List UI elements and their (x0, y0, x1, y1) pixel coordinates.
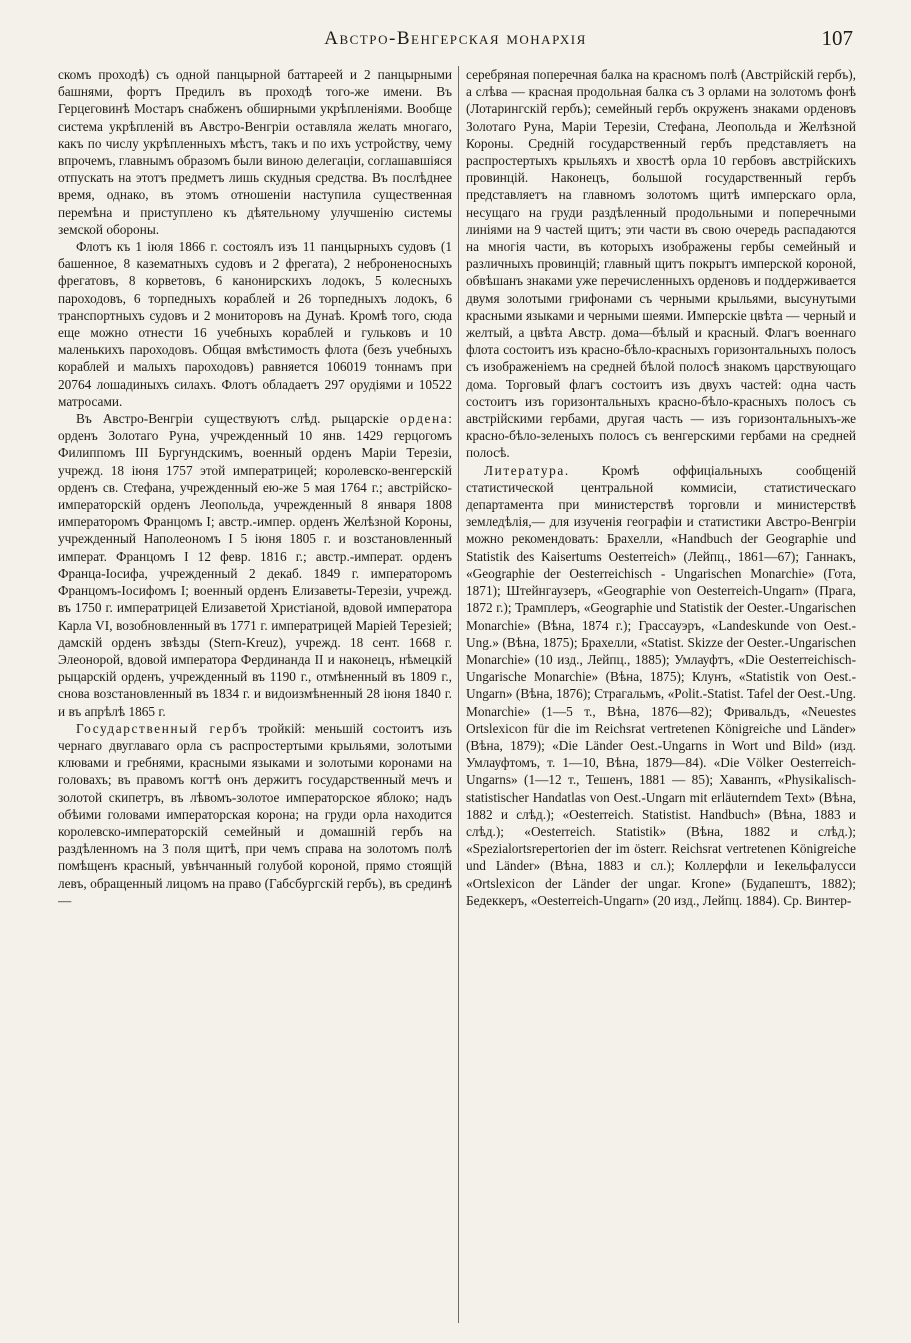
literature-term: Литература (484, 462, 565, 478)
running-title: Австро-Венгерская монархія (324, 28, 587, 49)
coat-of-arms-paragraph (58, 720, 452, 909)
orders-text: : орденъ Золотаго Руна, учрежденный 10 янв. 1429 герцогомъ Филиппомъ III Бургундскимъ, военный орденъ Маріи Терезіи, учрежд. 18 іюня 1757 этой императрицей; королевско-венгерскій орденъ св. Стефана, учрежденный ею-же 5 мая 1764 г.; австрійско-императорскій орденъ Леопольда, учрежденный 8 января 1808 императоромъ Францомъ I; австр.-импер. орденъ Желѣзной Короны, учрежденный Наполеономъ I 5 іюня 1805 г. и возстановленный императ. Францомъ I 12 февр. 1816 г.; австр.-императ. орденъ Франца-Іосифа, учрежденный 2 декаб. 1849 г. императоромъ Францомъ-Іосифомъ I; военный орденъ Елизаветы-Терезіи, учрежд. въ 1750 г. императрицей Елизаветой Христіаной, вдовой императора Карла VI, возобновленный въ 1771 г. императрицей Маріей Терезіей; дамскій орденъ звѣзды (Stern-Kreuz), учрежд. 18 сент. 1668 г. Элеонорой, вдовой императора Фердинанда II и наконецъ, нѣмецкій рыцарскій орденъ, учрежденный въ 1190 г., отмѣненный въ 1809 г., снова возстановленный въ 1834 г. и видоизмѣненный 28 іюня 1840 г. и въ апрѣлѣ 1865 г. (58, 411, 452, 719)
right-column (466, 66, 856, 1323)
page-header (58, 28, 853, 56)
orders-paragraph (58, 410, 452, 720)
orders-lead: Въ Австро-Венгріи существуютъ слѣд. рыцарскіе (76, 411, 389, 427)
literature-text: . Кромѣ оффиціальныхъ сообщеній статистической центральной коммисіи, статистическаго департамента при министерствѣ торговли и министерствѣ земледѣлія,— для изученія географіи и статистики Австро-Венгріи можно рекомендовать: Брахелли, «Handbuch der Geographie und Statistik des Kaisertums Oesterreich» (Лейпц., 1861—67); Ганнакъ, «Geographie der Oesterreichisch - Ungarischen Monarchie» (Гота, 1871); Штейнгаузеръ, «Geographie von Oesterreich-Ungarn» (Прага, 1872 г.); Трамплеръ, «Geographie und Statistik der Oester.-Ungarischen Monarchie» (Вѣна, 1874 г.); Грассауэръ, «Landeskunde von Oest.-Ung.» (Вѣна, 1875); Брахелли, «Statist. Skizze der Oester.-Ungarischen Monarchie» (10 изд., Лейпц., 1885); Умлауфтъ, «Die Oesterreichisch-Ungarische Monarchie» (Вѣна, 1875); Клунъ, «Statistik von Oest.-Ungarn» (Вѣна, 1876); Страгальмъ, «Polit.-Statist. Tafel der Oest.-Ung. Monarchie» (1—5 т., Вѣна, 1876—82); Фривальдъ, «Neuestes Ortslexicon für die im Reichsrat vertretenen Königreiche und Länder» (Вѣна, 1879); «Die Länder Oest.-Ungarns in Wort und Bild» (изд. Умлауфтомъ, т. 1—10, Вѣна, 1879—84). «Die Völker Oesterreich-Ungarns» (1—12 т., Тешенъ, 1881 — 85); Хаванпъ, «Physikalisch-statistischer Handatlas von Oest.-Ungarn mit erläuterndem Text» (Вѣна, 1882 и слѣд.); «Oesterreich. Statistist. Handbuch» (Вѣна, 1883 и слѣд.); «Oesterreich. Statistik» (Вѣна, 1882 и слѣд.); «Spezialortsrepertorien der im österr. Reichsrat vertretenen Königreiche und Länder» (Вѣна, 1883 и сл.); Коллерфли и Іекельфалусси «Ortslexicon der Länder der ungar. Krone» (Будапештъ, 1882); Бедеккеръ, «Oesterreich-Ungarn» (20 изд., Лейпц. 1884). Ср. Винтер- (466, 462, 856, 908)
orders-term: ордена (399, 411, 449, 427)
left-column (58, 66, 452, 1323)
coat-of-arms-text: тройкій: меньшій состоитъ изъ чернаго двуглаваго орла съ распростертыми крыльями, золотыми клювами и гребнями, красными языками и золотыми коронами на головахъ; въ правомъ когтѣ онъ держитъ государственный мечъ и золотой скипетръ, въ лѣвомъ-золотое императорское яблоко; надъ обѣими головами императорская корона; на груди орла находится королевско-императорскій семейный и домашній гербъ на раздѣленномъ на 3 поля щитѣ, при чемъ справа на золотомъ полѣ помѣщенъ красный, увѣнчанный голубой короной, прямо стоящій левъ, обращенный лицомъ на право (Габсбургскій гербъ), въ срединѣ — (58, 720, 452, 908)
column-divider (458, 66, 459, 1323)
fleet-paragraph: Флотъ къ 1 іюля 1866 г. состоялъ изъ 11 панцырныхъ судовъ (1 башенное, 8 казематныхъ судовъ и 2 фрегата), 2 неброненосныхъ фрегатовъ, 8 корветовъ, 6 канонирскихъ лодокъ, 5 колесныхъ пароходовъ, 6 торпедныхъ кораблей и 26 торпедныхъ лодокъ, 6 транспортныхъ судовъ и 2 мониторовъ на Дунаѣ. Кромѣ того, сюда еще можно отнести 16 учебныхъ кораблей и гульковъ и 10 маленькихъ пароходовъ. Общая вмѣстимость флота (безъ учебныхъ кораблей и малыхъ пароходовъ) равняется 106019 тоннамъ при 20764 лошадиныхъ силахъ. Флотъ обладаетъ 297 орудіями и 10522 матросами. (58, 239, 452, 409)
coat-of-arms-term: Государственный гербъ (76, 720, 249, 736)
literature-paragraph (466, 462, 856, 909)
coat-of-arms-continued-paragraph: серебряная поперечная балка на красномъ полѣ (Австрійскій гербъ), а слѣва — красная продольная балка съ 3 орлами на золотомъ фонѣ (Лотарингскій гербъ); семейный гербъ окруженъ знаками орденовъ Золотаго Руна, Маріи Терезіи, Стефана, Леопольда и Желѣзной Короны. Средній государственный гербъ представляетъ на распростертыхъ крыльяхъ и хвостѣ орла 10 гербовъ австрійскихъ провинцій. Наконецъ, большой государственный гербъ представляетъ на главномъ золотомъ щитѣ имперскаго орла, несущаго на груди раздѣленный продольными и поперечными линіями на 9 частей щитъ; эти части въ свою очередь распадаются на многія части, въ которыхъ изображены гербы семейный и различныхъ провинцій; главный щитъ покрытъ имперской короной, обвѣшанъ знаками уже перечисленныхъ орденовъ и поддерживается двумя золотыми грифонами съ черными крыльями, высунутыми красными языками и черными шеями. Имперскіе цвѣта — черный и желтый, а цвѣта Австр. дома—бѣлый и красный. Флагъ военнаго флота состоитъ изъ красно-бѣло-красныхъ горизонтальныхъ полосъ съ изображеніемъ на средней бѣлой полосѣ знакомъ царствующаго дома. Торговый флагъ состоитъ изъ двухъ частей: одна часть состоитъ изъ горизонтальныхъ красно-бѣло-красныхъ полосъ съ австрійскими гербами, другая часть — изъ горизонтальныхъ-же красно-бѣло-зеленыхъ полосъ съ венгерскими гербами на средней полосѣ. (466, 67, 856, 461)
page-number: 107 (821, 26, 853, 50)
fortifications-paragraph: скомъ проходѣ) съ одной панцырной баттареей и 2 панцырными башнями, фортъ Предилъ въ проходѣ того-же имени. Въ Герцеговинѣ Мостаръ снабженъ обширными укрѣпленіями. Вообще система укрѣпленій въ Австро-Венгріи оставляла желать многаго, какъ по числу укрѣпленныхъ мѣстъ, такъ и по ихъ устройству, чему впрочемъ, главнымъ образомъ были виною делегаціи, соглашавшіяся отпускать на этотъ предметъ лишь скудныя средства. Въ послѣднее время, однако, въ этомъ отношеніи наступила существенная перемѣна и приступлено къ дѣятельному улучшенію системы земской обороны. (58, 67, 452, 237)
